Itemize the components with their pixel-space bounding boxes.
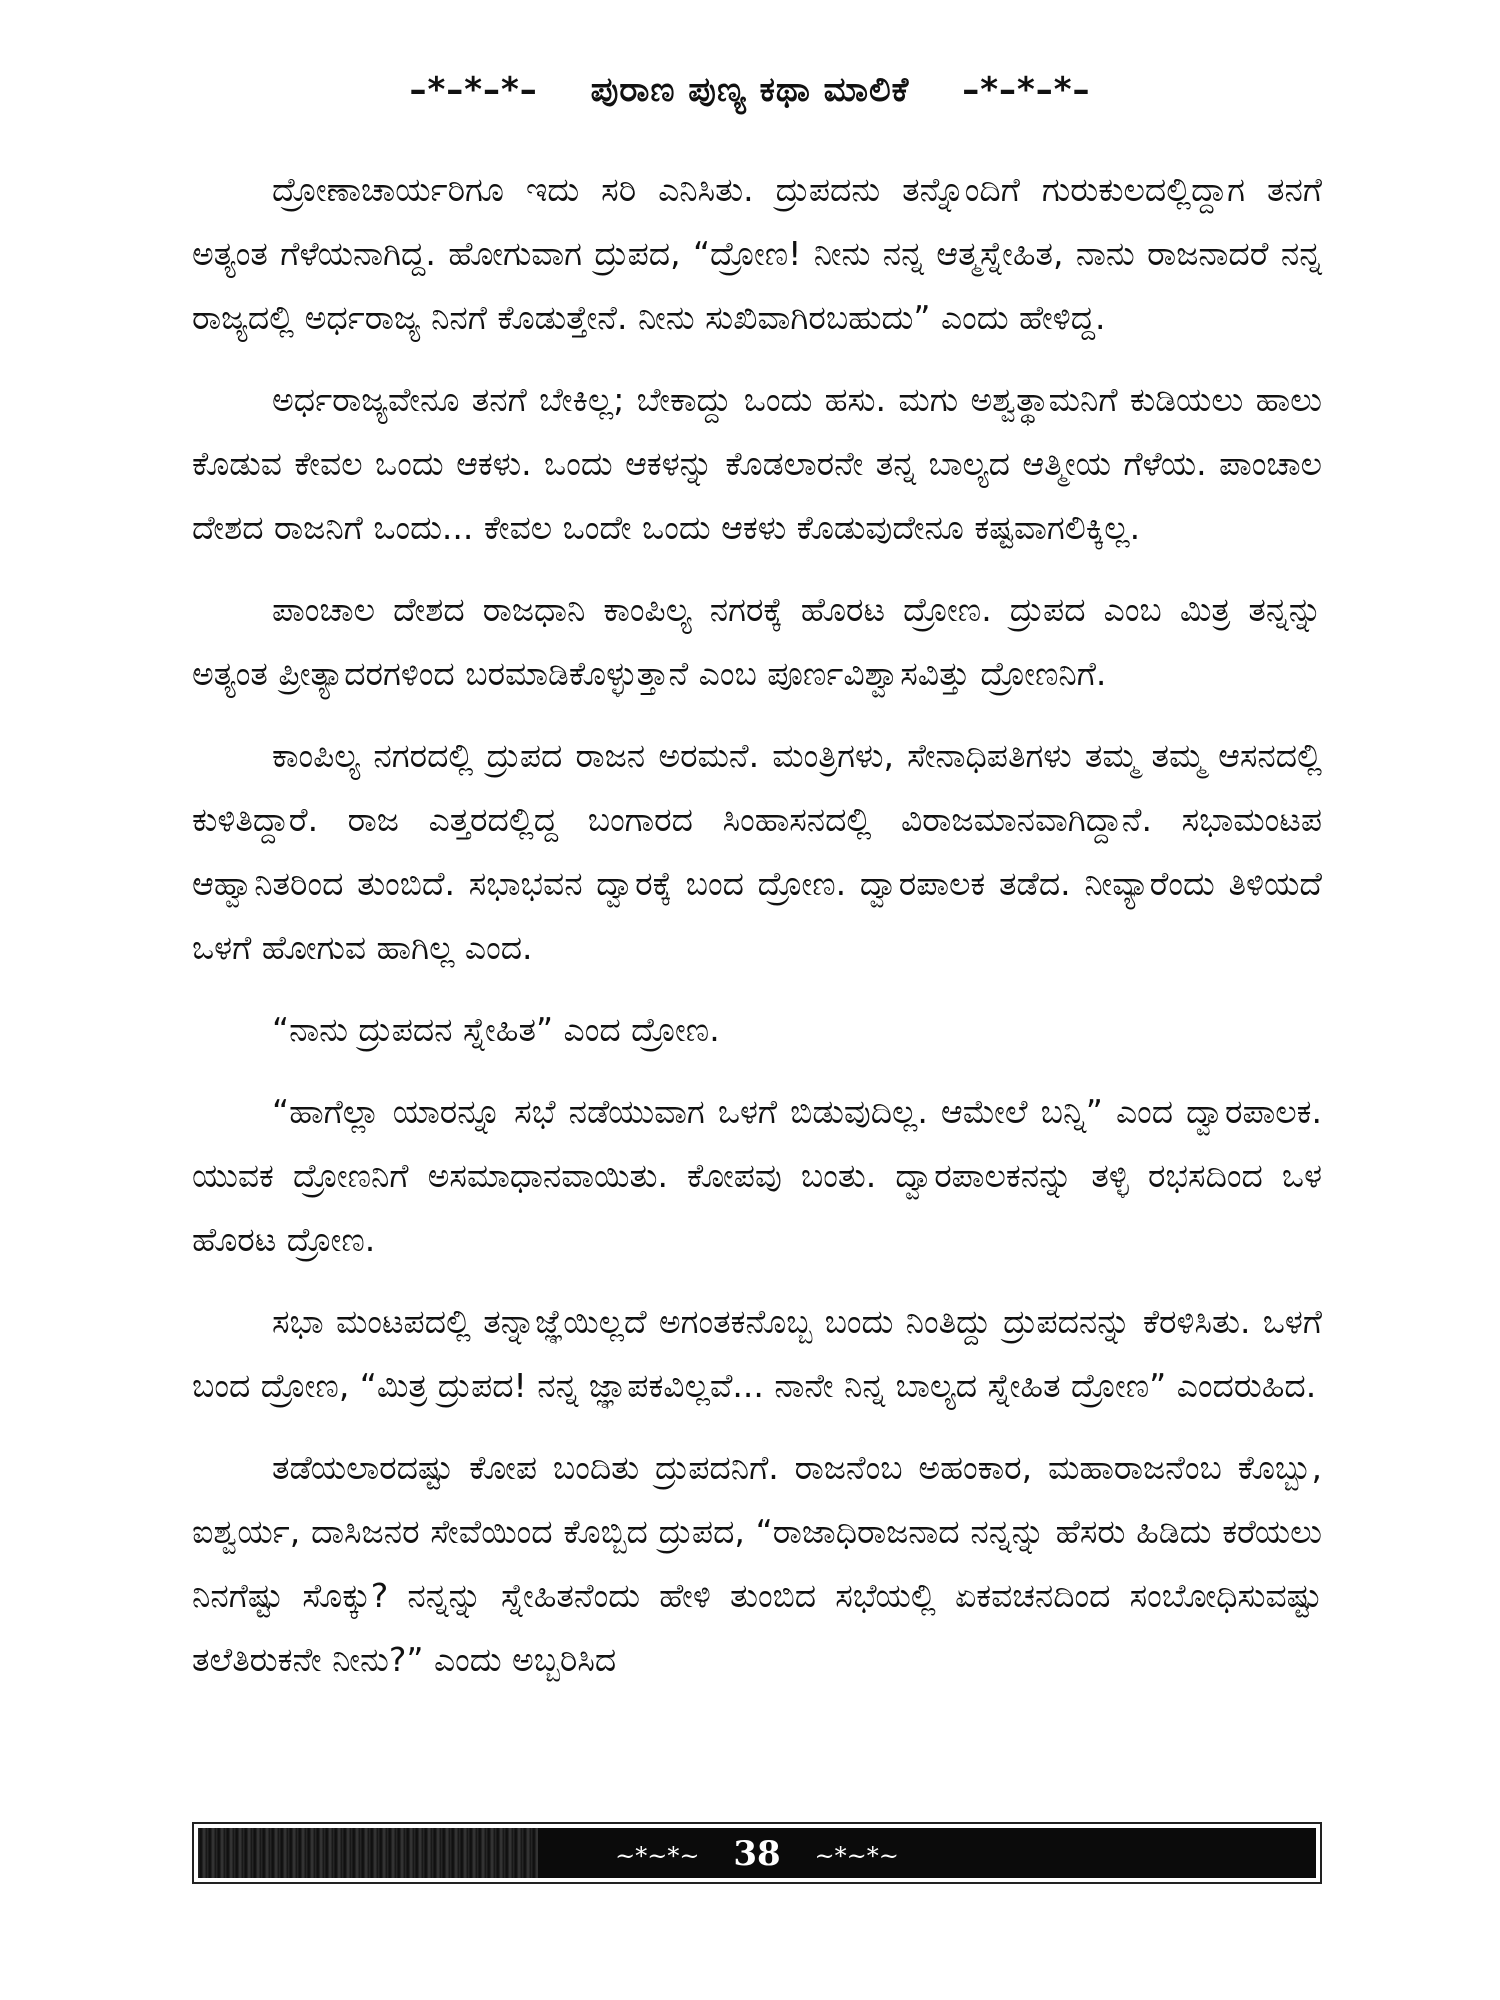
running-header — [0, 70, 1500, 110]
header-right-ornament: –*–*–*– — [962, 70, 1091, 110]
paragraph: ದ್ರೋಣಾಚಾರ್ಯರಿಗೂ ಇದು ಸರಿ ಎನಿಸಿತು. ದ್ರುಪದನು ತನ್ನೊಂದಿಗೆ ಗುರುಕುಲದಲ್ಲಿದ್ದಾಗ ತನಗೆ ಅತ್ಯಂತ ಗೆಳೆಯನಾಗಿದ್ದ. ಹೋಗುವಾಗ ದ್ರುಪದ, “ದ್ರೋಣ! ನೀನು ನನ್ನ ಆತ್ಮಸ್ನೇಹಿತ, ನಾನು ರಾಜನಾದರೆ ನನ್ನ ರಾಜ್ಯದಲ್ಲಿ ಅರ್ಧರಾಜ್ಯ ನಿನಗೆ ಕೊಡುತ್ತೇನೆ. ನೀನು ಸುಖಿವಾಗಿರಬಹುದು” ಎಂದು ಹೇಳಿದ್ದ. — [192, 170, 1322, 337]
paragraph: ಕಾಂಪಿಲ್ಯ ನಗರದಲ್ಲಿ ದ್ರುಪದ ರಾಜನ ಅರಮನೆ. ಮಂತ್ರಿಗಳು, ಸೇನಾಧಿಪತಿಗಳು ತಮ್ಮ ತಮ್ಮ ಆಸನದಲ್ಲಿ ಕುಳಿತಿದ್ದಾರೆ. ರಾಜ ಎತ್ತರದಲ್ಲಿದ್ದ ಬಂಗಾರದ ಸಿಂಹಾಸನದಲ್ಲಿ ವಿರಾಜಮಾನವಾಗಿದ್ದಾನೆ. ಸಭಾಮಂಟಪ ಆಹ್ವಾನಿತರಿಂದ ತುಂಬಿದೆ. ಸಭಾಭವನ ದ್ವಾರಕ್ಕೆ ಬಂದ ದ್ರೋಣ. ದ್ವಾರಪಾಲಕ ತಡೆದ. ನೀವ್ಯಾರೆಂದು ತಿಳಿಯದೆ ಒಳಗೆ ಹೋಗುವ ಹಾಗಿಲ್ಲ ಎಂದ. — [192, 736, 1322, 967]
footer-band — [198, 1828, 1316, 1878]
footer-page-label — [198, 1834, 1316, 1874]
paragraph: “ಹಾಗೆಲ್ಲಾ ಯಾರನ್ನೂ ಸಭೆ ನಡೆಯುವಾಗ ಒಳಗೆ ಬಿಡುವುದಿಲ್ಲ. ಆಮೇಲೆ ಬನ್ನಿ” ಎಂದ ದ್ವಾರಪಾಲಕ. ಯುವಕ ದ್ರೋಣನಿಗೆ ಅಸಮಾಧಾನವಾಯಿತು. ಕೋಪವು ಬಂತು. ದ್ವಾರಪಾಲಕನನ್ನು ತಳ್ಳಿ ರಭಸದಿಂದ ಒಳ ಹೊರಟ ದ್ರೋಣ. — [192, 1092, 1322, 1259]
paragraph: “ನಾನು ದ್ರುಪದನ ಸ್ನೇಹಿತ” ಎಂದ ದ್ರೋಣ. — [272, 1010, 720, 1049]
footer-right-ornament: ~*~*~ — [814, 1842, 899, 1870]
paragraph: ಪಾಂಚಾಲ ದೇಶದ ರಾಜಧಾನಿ ಕಾಂಪಿಲ್ಯ ನಗರಕ್ಕೆ ಹೊರಟ ದ್ರೋಣ. ದ್ರುಪದ ಎಂಬ ಮಿತ್ರ ತನ್ನನ್ನು ಅತ್ಯಂತ ಪ್ರೀತ್ಯಾದರಗಳಿಂದ ಬರಮಾಡಿಕೊಳ್ಳುತ್ತಾನೆ ಎಂಬ ಪೂರ್ಣವಿಶ್ವಾಸವಿತ್ತು ದ್ರೋಣನಿಗೆ. — [192, 590, 1322, 693]
footer-left-ornament: ~*~*~ — [615, 1842, 700, 1870]
paragraph: ಸಭಾ ಮಂಟಪದಲ್ಲಿ ತನ್ನಾಜ್ಞೆಯಿಲ್ಲದೆ ಅಗಂತಕನೊಬ್ಬ ಬಂದು ನಿಂತಿದ್ದು ದ್ರುಪದನನ್ನು ಕೆರಳಿಸಿತು. ಒಳಗೆ ಬಂದ ದ್ರೋಣ, “ಮಿತ್ರ ದ್ರುಪದ! ನನ್ನ ಜ್ಞಾಪಕವಿಲ್ಲವೆ... ನಾನೇ ನಿನ್ನ ಬಾಲ್ಯದ ಸ್ನೇಹಿತ ದ್ರೋಣ” ಎಂದರುಹಿದ. — [192, 1302, 1322, 1405]
header-left-ornament: –*–*–*– — [409, 70, 538, 110]
page-number: 38 — [733, 1834, 781, 1874]
page-body — [192, 158, 1322, 1710]
paragraph: ಅರ್ಧರಾಜ್ಯವೇನೂ ತನಗೆ ಬೇಕಿಲ್ಲ; ಬೇಕಾದ್ದು ಒಂದು ಹಸು. ಮಗು ಅಶ್ವತ್ಥಾಮನಿಗೆ ಕುಡಿಯಲು ಹಾಲು ಕೊಡುವ ಕೇವಲ ಒಂದು ಆಕಳು. ಒಂದು ಆಕಳನ್ನು ಕೊಡಲಾರನೇ ತನ್ನ ಬಾಲ್ಯದ ಆತ್ಮೀಯ ಗೆಳೆಯ. ಪಾಂಚಾಲ ದೇಶದ ರಾಜನಿಗೆ ಒಂದು... ಕೇವಲ ಒಂದೇ ಒಂದು ಆಕಳು ಕೊಡುವುದೇನೂ ಕಷ್ಟವಾಗಲಿಕ್ಕಿಲ್ಲ. — [192, 380, 1322, 547]
book-title: ಪುರಾಣ ಪುಣ್ಯ ಕಥಾ ಮಾಲಿಕೆ — [590, 70, 910, 110]
page-footer — [192, 1822, 1322, 1884]
paragraph: ತಡೆಯಲಾರದಷ್ಟು ಕೋಪ ಬಂದಿತು ದ್ರುಪದನಿಗೆ. ರಾಜನೆಂಬ ಅಹಂಕಾರ, ಮಹಾರಾಜನೆಂಬ ಕೊಬ್ಬು, ಐಶ್ವರ್ಯ, ದಾಸಿಜನರ ಸೇವೆಯಿಂದ ಕೊಬ್ಬಿದ ದ್ರುಪದ, “ರಾಜಾಧಿರಾಜನಾದ ನನ್ನನ್ನು ಹೆಸರು ಹಿಡಿದು ಕರೆಯಲು ನಿನಗೆಷ್ಟು ಸೊಕ್ಕು? ನನ್ನನ್ನು ಸ್ನೇಹಿತನೆಂದು ಹೇಳಿ ತುಂಬಿದ ಸಭೆಯಲ್ಲಿ ಏಕವಚನದಿಂದ ಸಂಬೋಧಿಸುವಷ್ಟು ತಲೆತಿರುಕನೇ ನೀನು?” ಎಂದು ಅಬ್ಬರಿಸಿದ — [192, 1448, 1322, 1679]
